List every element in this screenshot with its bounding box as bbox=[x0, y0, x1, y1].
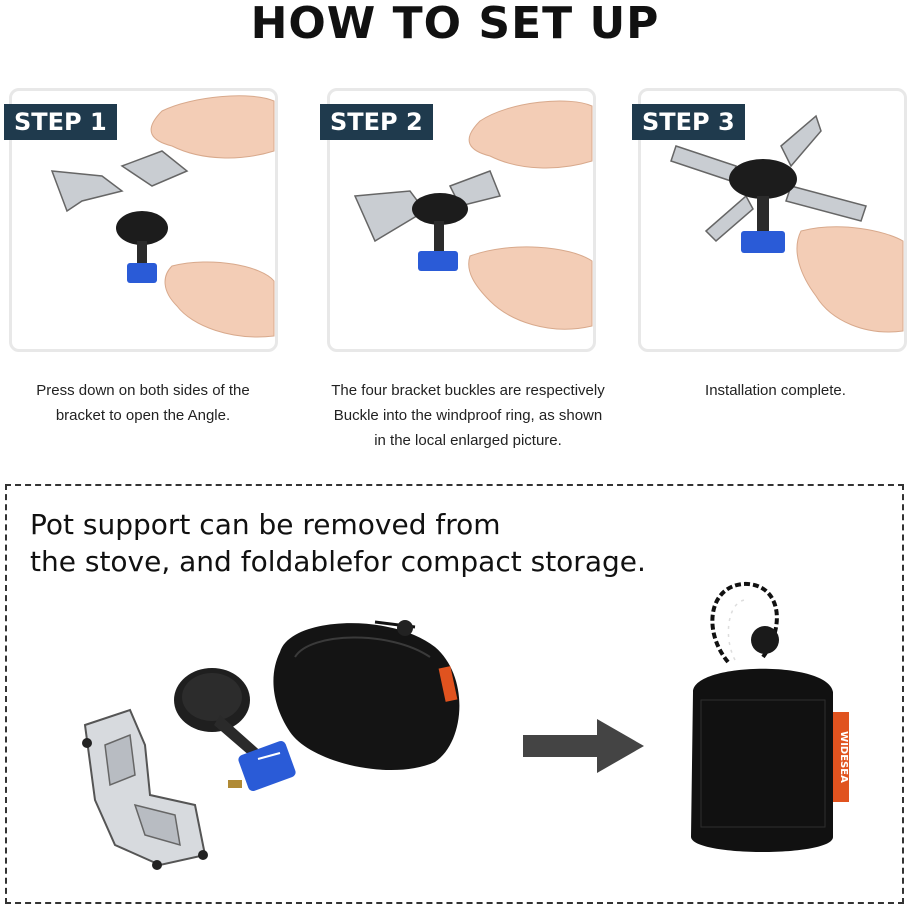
step-2-caption-line: in the local enlarged picture. bbox=[374, 432, 562, 449]
bag-brand-label: WIDESEA bbox=[838, 731, 849, 783]
step-1-caption-line: bracket to open the Angle. bbox=[55, 407, 231, 424]
step-2-caption-line: The four bracket buckles are respectively bbox=[331, 382, 605, 399]
step-1-photo bbox=[12, 91, 275, 349]
step-1-caption bbox=[5, 378, 281, 428]
step-3-badge: STEP 3 bbox=[632, 104, 745, 140]
step-2-photo bbox=[330, 91, 593, 349]
step-3-caption-line: Installation complete. bbox=[705, 382, 846, 399]
step-3-caption bbox=[641, 378, 910, 403]
storage-note bbox=[30, 506, 646, 580]
mesh-bag-closed-image bbox=[683, 582, 863, 862]
storage-note-line: Pot support can be removed from bbox=[30, 508, 501, 541]
arrow-right-icon bbox=[523, 716, 645, 776]
step-1-badge: STEP 1 bbox=[4, 104, 117, 140]
step-1-caption-line: Press down on both sides of the bbox=[36, 382, 250, 399]
step-3-photo bbox=[641, 91, 904, 349]
storage-note-line: the stove, and foldablefor compact storage. bbox=[30, 545, 646, 578]
page-title: HOW TO SET UP bbox=[250, 0, 660, 49]
step-2-badge: STEP 2 bbox=[320, 104, 433, 140]
mesh-bag-open-image bbox=[270, 612, 470, 772]
step-2-caption-line: Buckle into the windproof ring, as shown bbox=[333, 407, 603, 424]
step-2-caption bbox=[300, 378, 636, 453]
